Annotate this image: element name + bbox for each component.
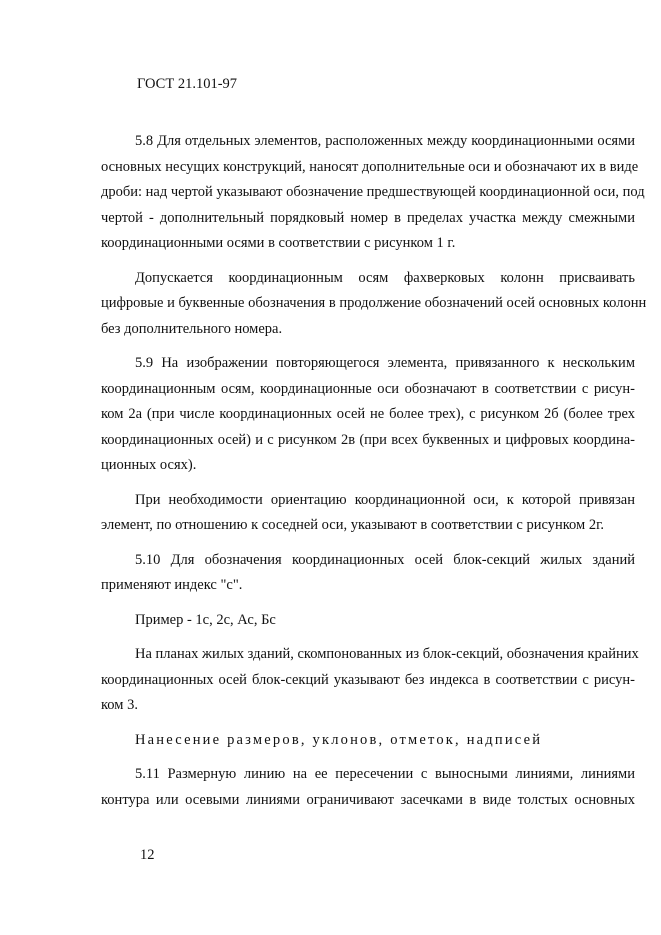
text-line: элемент, по отношению к соседней оси, указывают в соответствии с рисунком 2г. <box>101 517 605 533</box>
text-line: цифровые и буквенные обозначения в продолжение обозначений осей основных колонн <box>101 295 647 311</box>
text-line: Пример - 1с, 2с, Ас, Бс <box>135 611 276 628</box>
text-line: Допускается координационным осям фахверковых колонн присваивать <box>135 269 635 286</box>
text-line: основных несущих конструкций, наносят дополнительные оси и обозначают их в виде <box>101 158 639 175</box>
text-line: На планах жилых зданий, скомпонованных из блок-секций, обозначения крайних <box>135 646 639 662</box>
text-line: без дополнительного номера. <box>101 320 283 337</box>
document-code-header: ГОСТ 21.101-97 <box>137 76 238 92</box>
text-line: ком 2а (при числе координационных осей не более трех), с рисунком 2б (более трех <box>101 406 635 422</box>
text-line: При необходимости ориентацию координационной оси, к которой привязан <box>135 491 635 508</box>
text-line: координационных осей) и с рисунком 2в (при всех буквенных и цифровых координа- <box>101 431 635 448</box>
page-number: 12 <box>140 847 155 863</box>
paragraph-example <box>101 608 635 634</box>
paragraph-fachwerk <box>101 266 647 343</box>
section-title: Нанесение размеров, уклонов, отметок, надписей <box>135 731 543 748</box>
text-line: координационными осями в соответствии с рисунком 1 г. <box>101 235 456 251</box>
text-line: координационных осей блок-секций указывают без индекса в соответствии с рисун- <box>101 671 635 688</box>
paragraph-plans <box>101 642 639 719</box>
text-line: применяют индекс "с". <box>101 577 243 593</box>
text-line: ционных осях). <box>101 457 197 473</box>
text-line: дроби: над чертой указывают обозначение предшествующей координационной оси, под <box>101 184 645 200</box>
paragraph-orientation <box>101 488 635 539</box>
text-line: 5.9 На изображении повторяющегося элемента, привязанного к нескольким <box>135 355 635 371</box>
text-line: 5.8 Для отдельных элементов, расположенных между координационными осями <box>135 133 635 149</box>
paragraph-5-9 <box>101 351 635 479</box>
text-line: 5.10 Для обозначения координационных осей блок-секций жилых зданий <box>135 551 635 568</box>
text-line: ком 3. <box>101 697 138 713</box>
text-line: координационным осям, координационные оси обозначают в соответствии с рисун- <box>101 380 635 397</box>
paragraph-5-11 <box>101 762 635 813</box>
paragraph-5-8 <box>101 129 645 257</box>
text-line: 5.11 Размерную линию на ее пересечении с выносными линиями, линиями <box>135 766 635 782</box>
text-line: чертой - дополнительный порядковый номер в пределах участка между смежными <box>101 209 635 226</box>
document-body <box>101 129 647 822</box>
text-line: контура или осевыми линиями ограничивают засечками в виде толстых основных <box>101 791 635 808</box>
paragraph-5-10 <box>101 548 635 599</box>
